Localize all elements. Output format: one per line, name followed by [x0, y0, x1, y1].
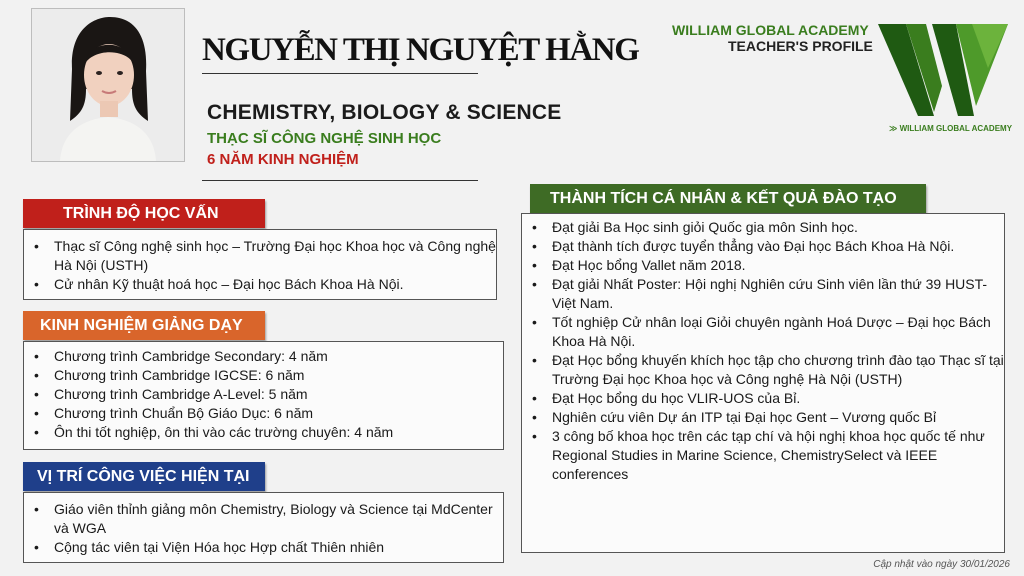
teaching-item: • Chương trình Chuẩn Bộ Giáo Dục: 6 năm	[24, 404, 503, 423]
achievements-box	[521, 213, 1005, 553]
name-divider	[202, 73, 478, 74]
teaching-list	[24, 347, 503, 442]
achievement-item: • Đạt Học bổng khuyến khích học tập cho chương trình đào tạo Thạc sĩ tại Trường Đại học Khoa học và Công nghệ Hà Nội (USTH)	[522, 351, 1004, 389]
position-item: • Cộng tác viên tại Viện Hóa học Hợp chất Thiên nhiên	[24, 538, 503, 557]
teacher-name: NGUYỄN THỊ NGUYỆT HẰNG	[202, 32, 639, 68]
achievement-item: • Đạt giải Nhất Poster: Hội nghị Nghiên cứu Sinh viên lần thứ 39 HUST- Việt Nam.	[522, 275, 1004, 313]
teaching-item: • Chương trình Cambridge A-Level: 5 năm	[24, 385, 503, 404]
education-item: • Cử nhân Kỹ thuật hoá học – Đại học Bách Khoa Hà Nội.	[24, 275, 496, 294]
headline-divider	[202, 180, 478, 181]
portrait-illustration	[32, 9, 184, 161]
profile-label: TEACHER'S PROFILE	[728, 38, 873, 54]
position-list	[24, 500, 503, 557]
education-box	[23, 229, 497, 300]
achievement-item: • Nghiên cứu viên Dự án ITP tại Đại học Gent – Vương quốc Bỉ	[522, 408, 1004, 427]
teacher-photo	[31, 8, 185, 162]
achievement-item: • Đạt thành tích được tuyển thẳng vào Đại học Bách Khoa Hà Nội.	[522, 237, 1004, 256]
position-box	[23, 492, 504, 563]
achievement-item: • Đạt giải Ba Học sinh giỏi Quốc gia môn Sinh học.	[522, 218, 1004, 237]
teaching-item: • Ôn thi tốt nghiệp, ôn thi vào các trường chuyên: 4 năm	[24, 423, 503, 442]
logo-caption: ≫ WILLIAM GLOBAL ACADEMY	[889, 124, 1013, 133]
achievements-list	[522, 218, 1004, 484]
achievement-item: • Đạt Học bổng du học VLIR-UOS của Bỉ.	[522, 389, 1004, 408]
teaching-header: KINH NGHIỆM GIẢNG DẠY	[23, 311, 265, 340]
teaching-item: • Chương trình Cambridge Secondary: 4 năm	[24, 347, 503, 366]
education-list	[24, 237, 496, 294]
education-item: • Thạc sĩ Công nghệ sinh học – Trường Đại học Khoa học và Công nghệ Hà Nội (USTH)	[24, 237, 496, 275]
academy-logo-icon	[876, 20, 1010, 124]
update-date: Cập nhật vào ngày 30/01/2026	[873, 559, 1010, 570]
experience-years: 6 NĂM KINH NGHIỆM	[207, 151, 359, 168]
position-item: • Giáo viên thỉnh giảng môn Chemistry, Biology và Science tại MdCenter và WGA	[24, 500, 503, 538]
academy-name: WILLIAM GLOBAL ACADEMY	[672, 22, 869, 38]
achievement-item: • 3 công bố khoa học trên các tạp chí và hội nghị khoa học quốc tế như Regional Studies in Marine Science, ChemistrySelect và IEEE conferences	[522, 427, 1004, 484]
teaching-subjects: CHEMISTRY, BIOLOGY & SCIENCE	[207, 101, 562, 124]
teaching-item: • Chương trình Cambridge IGCSE: 6 năm	[24, 366, 503, 385]
achievement-item: • Đạt Học bổng Vallet năm 2018.	[522, 256, 1004, 275]
teaching-box	[23, 341, 504, 450]
achievement-item: • Tốt nghiệp Cử nhân loại Giỏi chuyên ngành Hoá Dược – Đại học Bách Khoa Hà Nội.	[522, 313, 1004, 351]
achievements-header: THÀNH TÍCH CÁ NHÂN & KẾT QUẢ ĐÀO TẠO	[530, 184, 926, 213]
degree-title: THẠC SĨ CÔNG NGHỆ SINH HỌC	[207, 130, 442, 147]
education-header: TRÌNH ĐỘ HỌC VẤN	[23, 199, 265, 228]
position-header: VỊ TRÍ CÔNG VIỆC HIỆN TẠI	[23, 462, 265, 491]
